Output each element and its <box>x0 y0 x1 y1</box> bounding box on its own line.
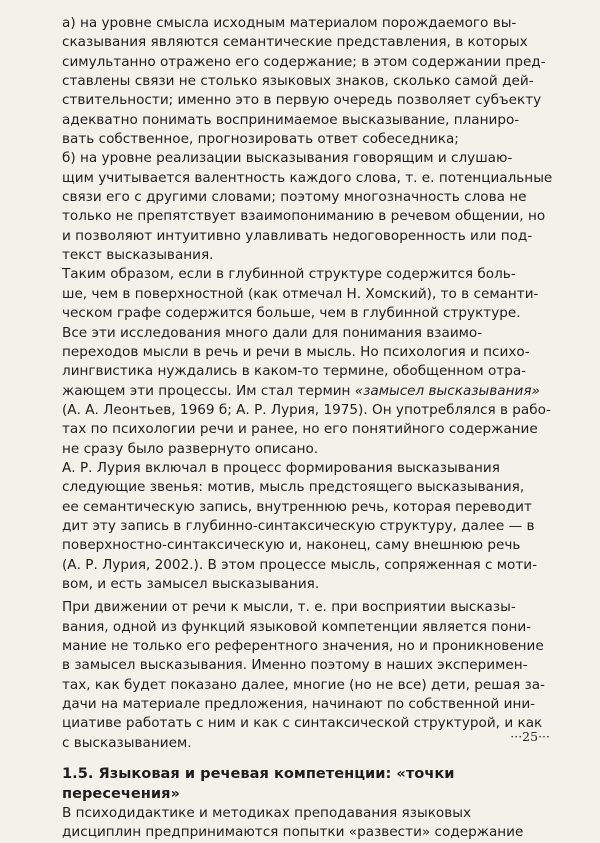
section-heading: 1.5. Языковая и речевая компетенции: «точки пересечения» <box>62 765 455 803</box>
paragraph-line: Таким образом, если в глубинной структуре содержится боль- <box>62 266 516 283</box>
paragraph-line: адекватно понимать воспринимаемое высказывание, планиро- <box>62 111 520 128</box>
paragraph-line: В психодидактике и методиках преподавания языковых <box>62 805 472 822</box>
paragraph-line: текст высказывания. <box>62 247 214 264</box>
paragraph-line: дачи на материале предложения, начинают по собственной ини- <box>62 696 536 713</box>
paragraph-line: б) на уровне реализации высказывания говорящим и слушаю- <box>62 150 513 167</box>
paragraph-line: сказывания являются семантические представления, в которых <box>62 34 528 51</box>
paragraph-line: в замысел высказывания. Именно поэтому в наших эксперимен- <box>62 657 528 674</box>
paragraph-line: мание не только его референтного значения, но и проникновение <box>62 638 544 654</box>
paragraph-line: вания, одной из функций языковой компетенции является пони- <box>62 618 532 635</box>
paragraph-conclusion <box>62 265 554 323</box>
paragraph-line: следующие звенья: мотив, мысль предстоящего высказывания, <box>62 479 525 496</box>
paragraph-line: ческом графе содержится больше, чем в глубинной структуре. <box>62 305 521 322</box>
paragraph-line: дисциплин предпринимаются попытки «развести» содержание <box>62 824 524 841</box>
paragraph-line: А. Р. Лурия включал в процесс формирования высказывания <box>62 459 500 476</box>
paragraph-line: с высказыванием. <box>62 734 192 751</box>
paragraph-line: циативе работать с ним и как с синтаксической структурой, и как <box>62 715 543 732</box>
paragraph-didactics <box>62 804 554 843</box>
page-number: ···25··· <box>510 728 550 744</box>
paragraph-perception <box>62 598 554 753</box>
paragraph-research <box>62 324 554 459</box>
paragraph-line: щим учитывается валентность каждого слова, т. е. потенциальные <box>62 169 553 186</box>
paragraph-line: При движении от речи к мысли, т. е. при восприятии высказы- <box>62 599 516 616</box>
paragraph-item-b <box>62 149 554 265</box>
paragraph-line: связи его с другими словами; поэтому многозначность слова не <box>62 189 527 206</box>
paragraph-line: дит эту запись в глубинно-синтаксическую структуру, далее — в <box>62 517 535 534</box>
paragraph-line: не сразу было развернуто описано. <box>62 440 319 457</box>
paragraph-line: ствительности; именно это в первую очередь позволяет субъекту <box>62 92 542 109</box>
paragraph-line: ше, чем в поверхностной (как отмечал Н. Хомский), то в семанти- <box>62 285 539 302</box>
paragraph-line: (А. А. Леонтьев, 1969 б; А. Р. Лурия, 1975). Он употреблялся в рабо- <box>62 401 551 418</box>
paragraph-line: тах, как будет показано далее, многие (но не все) дети, решая за- <box>62 676 545 693</box>
paragraph-line: симультанно отражено его содержание; в этом содержании пред- <box>62 53 546 70</box>
paragraph-luria <box>62 459 554 594</box>
paragraph-line: ставлены связи не столько языковых знаков, сколько самой дей- <box>62 73 534 90</box>
paragraph-line: а) на уровне смысла исходным материалом порождаемого вы- <box>62 15 517 31</box>
paragraph-line: только не препятствует взаимопониманию в речевом общении, но <box>62 208 546 225</box>
paragraph-line: вом, и есть замысел высказывания. <box>62 575 320 592</box>
paragraph-line: Все эти исследования много дали для понимания взаимо- <box>62 324 483 341</box>
paragraph-line: и позволяют интуитивно улавливать недоговоренность или под- <box>62 227 533 244</box>
paragraph-line: ее семантическую запись, внутреннюю речь, которая переводит <box>62 498 532 515</box>
paragraph-line: переходов мысли в речь и речи в мысль. Но психология и психо- <box>62 343 530 360</box>
paragraph-item-a <box>62 14 554 149</box>
paragraph-line: поверхностно-синтаксическую и, наконец, саму внешнюю речь <box>62 537 521 554</box>
paragraph-line: лингвистика нуждались в каком-то термине, обобщенном отра- <box>62 363 527 380</box>
paragraph-line: жающем эти процессы. Им стал термин «замысел высказывания» <box>62 382 540 399</box>
paragraph-line: вать собственное, прогнозировать ответ собеседника; <box>62 131 459 148</box>
paragraph-line: тах по психологии речи и ранее, но его понятийного содержание <box>62 421 538 438</box>
paragraph-line: (А. Р. Лурия, 2002.). В этом процессе мысль, сопряженная с моти- <box>62 556 538 573</box>
